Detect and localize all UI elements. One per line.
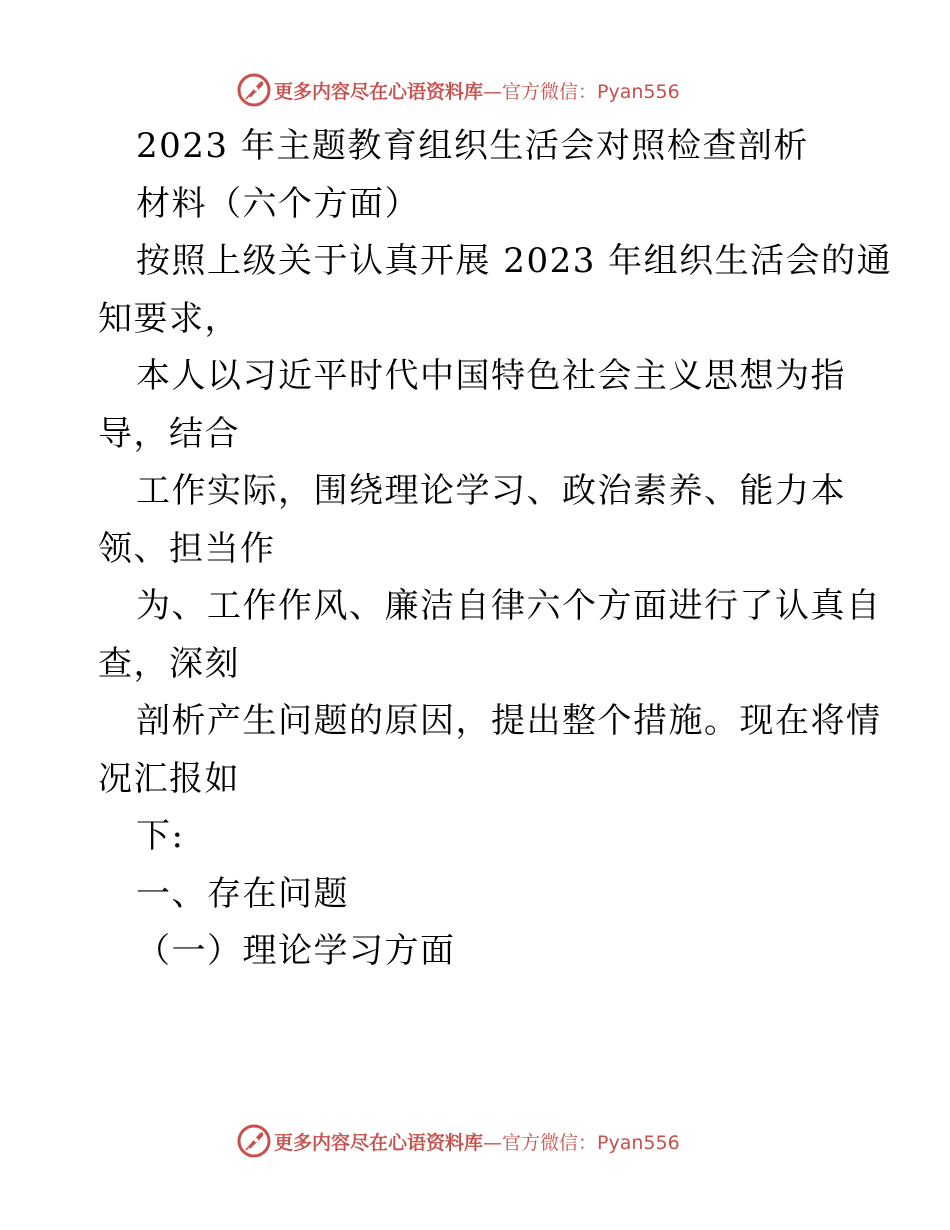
paragraph-line: 况汇报如 <box>98 758 240 799</box>
paragraph-line: 查，深刻 <box>98 643 240 684</box>
paragraph-line: 下: <box>136 816 185 856</box>
watermark-main-text: 更多内容尽在心语资料库 <box>274 80 484 103</box>
document-body <box>98 118 893 981</box>
watermark-sub-text: —官方微信：Pyan556 <box>483 1131 680 1154</box>
watermark-sub-text: —官方微信：Pyan556 <box>483 80 680 103</box>
doc-title-line-2: 材料（六个方面） <box>136 183 420 224</box>
quill-logo-icon <box>236 1123 272 1159</box>
subsection-heading: （一）理论学习方面 <box>136 931 456 971</box>
footer-watermark <box>236 1123 680 1159</box>
paragraph-line: 领、担当作 <box>98 528 276 569</box>
watermark-main-text: 更多内容尽在心语资料库 <box>274 1131 484 1154</box>
section-heading: 一、存在问题 <box>136 873 349 914</box>
paragraph-line: 为、工作作风、廉洁自律六个方面进行了认真自 <box>136 586 882 626</box>
doc-title-line-1: 2023 年主题教育组织生活会对照检查剖析 <box>136 126 809 166</box>
quill-logo-icon <box>236 72 272 108</box>
paragraph-line: 剖析产生问题的原因，提出整个措施。现在将情 <box>136 701 882 741</box>
paragraph-line: 工作实际，围绕理论学习、政治素养、能力本 <box>136 471 846 511</box>
paragraph-line: 知要求， <box>98 298 240 339</box>
header-watermark <box>236 72 680 108</box>
paragraph-line: 按照上级关于认真开展 2023 年组织生活会的通 <box>136 241 893 281</box>
paragraph-line: 导，结合 <box>98 413 240 454</box>
paragraph-line: 本人以习近平时代中国特色社会主义思想为指 <box>136 356 846 396</box>
